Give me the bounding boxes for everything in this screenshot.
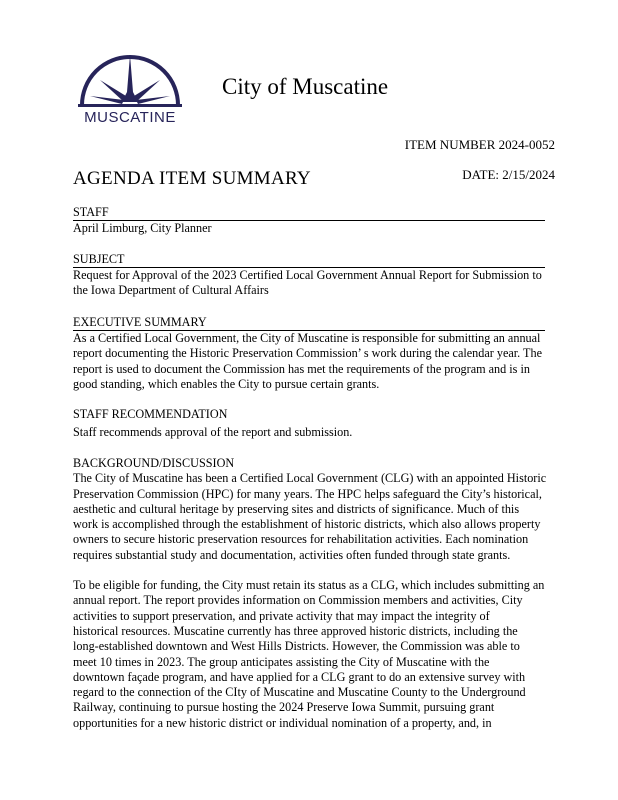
text-line: long-established downtown and West Hills Districts. However, the Commission was able to	[73, 639, 520, 654]
date: DATE: 2/15/2024	[462, 167, 555, 182]
executive-summary-section	[73, 315, 545, 392]
staff-section	[73, 205, 545, 236]
text-line: Railway, continuing to pursue hosting the 2024 Preserve Iowa Summit, pursuing grant	[73, 700, 495, 715]
text-line: regard to the connection of the CIty of Muscatine and Muscatine County to the Underground	[73, 685, 526, 700]
section-heading: STAFF	[73, 205, 545, 221]
text-line: Staff recommends approval of the report and submission.	[73, 425, 353, 440]
background-section	[73, 456, 545, 731]
text-line: owners to secure historic preservation resources for rehabilitation activities. Each nomination	[73, 532, 529, 547]
text-line: meet 10 times in 2023. The group anticipates assisting the City of Muscatine with the	[73, 654, 490, 669]
text-line: The City of Muscatine has been a Certified Local Government (CLG) with an appointed Historic	[73, 471, 547, 486]
text-line: the Iowa Department of Cultural Affairs	[73, 283, 269, 298]
paragraph-2	[73, 578, 545, 731]
staff-recommendation-section	[73, 407, 545, 441]
text-line: Preservation Commission (HPC) for many years. The HPC helps safeguard the City’s historical,	[73, 486, 542, 501]
section-heading: EXECUTIVE SUMMARY	[73, 315, 545, 331]
city-name: City of Muscatine	[222, 74, 389, 99]
text-line: report documenting the Historic Preservation Commission’ s work during the calendar year. The	[73, 346, 542, 361]
text-line: requires substantial study and documentation, activities often funded through state grants.	[73, 547, 511, 562]
muscatine-logo	[78, 52, 182, 124]
subject-section	[73, 252, 545, 299]
section-heading: SUBJECT	[73, 252, 545, 268]
text-line: report is used to document the Commission has met the requirements of the program and is in	[73, 361, 530, 376]
text-line: Request for Approval of the 2023 Certified Local Government Annual Report for Submission to	[73, 268, 542, 282]
text-line: As a Certified Local Government, the City of Muscatine is responsible for submitting an annual	[73, 331, 541, 345]
text-line: annual report. The report provides information on Commission members and activities, City	[73, 593, 523, 608]
text-line: activities to support preservation, and private activity that may impact the integrity of	[73, 608, 490, 623]
item-number: ITEM NUMBER 2024-0052	[404, 137, 555, 152]
section-heading: BACKGROUND/DISCUSSION	[73, 456, 235, 470]
text-line: downtown façade program, and have applied for a CLG grant to do an extensive survey with	[73, 669, 526, 684]
section-heading: STAFF RECOMMENDATION	[73, 407, 228, 421]
page-title: AGENDA ITEM SUMMARY	[73, 168, 311, 189]
text-line: opportunities for a new historic district or individual nomination of a property, and, in	[73, 715, 492, 730]
paragraph-1	[73, 471, 545, 563]
text-line: aesthetic and cultural heritage by preserving sites and districts of significance. Much of this	[73, 501, 520, 516]
text-line: historical resources. Muscatine currently has three approved historic districts, including the	[73, 623, 518, 638]
text-line: To be eligible for funding, the City must retain its status as a CLG, which includes submitting an	[73, 578, 545, 593]
staff-name: April Limburg, City Planner	[73, 221, 212, 235]
text-line: good standing, which enables the City to pursue certain grants.	[73, 376, 380, 391]
text-line: work is accomplished through the establishment of historic districts, which also allows property	[73, 517, 541, 532]
svg-text:MUSCATINE: MUSCATINE	[84, 109, 176, 124]
